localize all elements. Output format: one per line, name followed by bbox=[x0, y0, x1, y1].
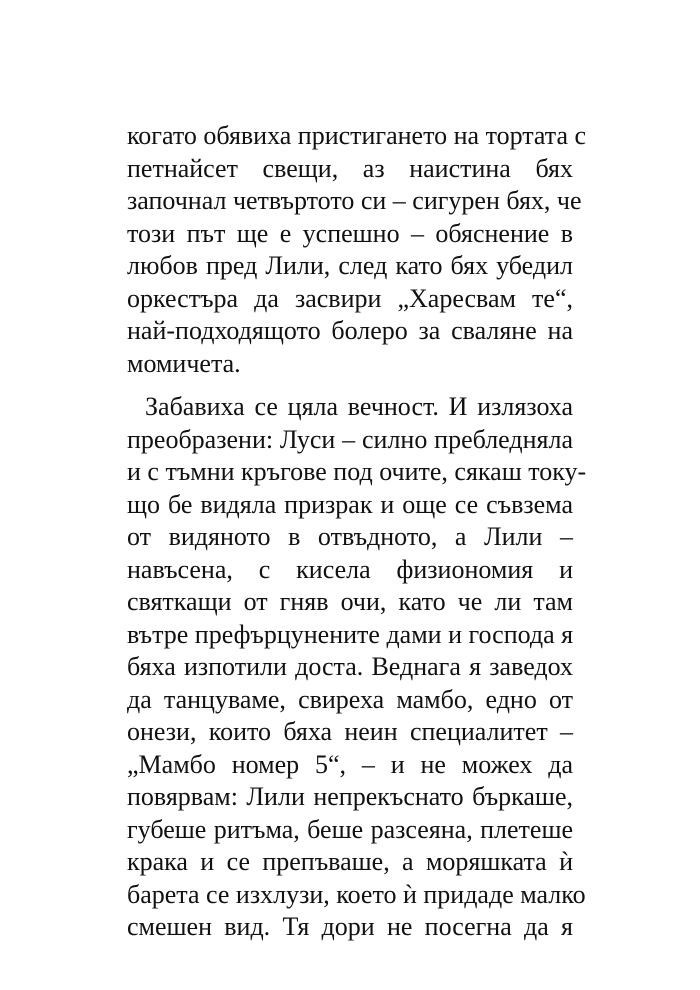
text-line: да танцуваме, свиреха мамбо, едно от bbox=[127, 684, 573, 714]
text-line: момичета. bbox=[127, 348, 241, 378]
paragraph-spacer bbox=[127, 380, 573, 391]
text-line: любов пред Лили, след като бях убедил bbox=[127, 251, 573, 280]
text-line: петнайсет свещи, аз наистина бях bbox=[127, 153, 573, 183]
text-line: „Мамбо номер 5“, – и не можех да bbox=[127, 749, 573, 779]
text-line: когато обявиха пристигането на тортата с bbox=[127, 121, 587, 150]
text-line: смешен вид. Тя дори не посегна да я bbox=[127, 912, 573, 941]
text-line: крака и се препъваше, а моряшката ѝ bbox=[127, 847, 573, 876]
text-line: навъсена, с кисела физиономия и bbox=[127, 554, 573, 584]
paragraph-2 bbox=[127, 391, 587, 944]
text-line: бяха изпотили доста. Веднага я заведох bbox=[127, 652, 573, 681]
text-line: този път ще е успешно – обяснение в bbox=[127, 218, 573, 248]
text-line: онези, които бяха неин специалитет – bbox=[127, 717, 573, 746]
text-line: оркестъра да засвири „Харесвам те“, bbox=[127, 283, 573, 313]
page-text bbox=[127, 120, 587, 944]
text-line: от видяното в отвъдното, а Лили – bbox=[127, 522, 573, 551]
text-line: повярвам: Лили непрекъснато бъркаше, bbox=[127, 782, 573, 811]
paragraph-1 bbox=[127, 120, 587, 380]
text-line: започнал четвъртото си – сигурен бях, че bbox=[127, 186, 582, 215]
text-line: най-подходящото болеро за сваляне на bbox=[127, 316, 573, 345]
text-line: вътре префърцунените дами и господа я bbox=[127, 619, 574, 649]
text-line: Забавиха се цяла вечност. И излязоха bbox=[145, 392, 573, 421]
text-line: барета се изхлузи, което ѝ придаде малко bbox=[127, 879, 586, 909]
text-line: преобразени: Луси – силно пребледняла bbox=[127, 424, 573, 454]
text-line: и с тъмни кръгове под очите, сякаш току- bbox=[127, 457, 587, 486]
text-line: святкащи от гняв очи, като че ли там bbox=[127, 587, 573, 616]
text-line: що бе видяла призрак и още се съвзема bbox=[127, 489, 573, 519]
text-line: губеше ритъма, беше разсеяна, плетеше bbox=[127, 814, 573, 844]
